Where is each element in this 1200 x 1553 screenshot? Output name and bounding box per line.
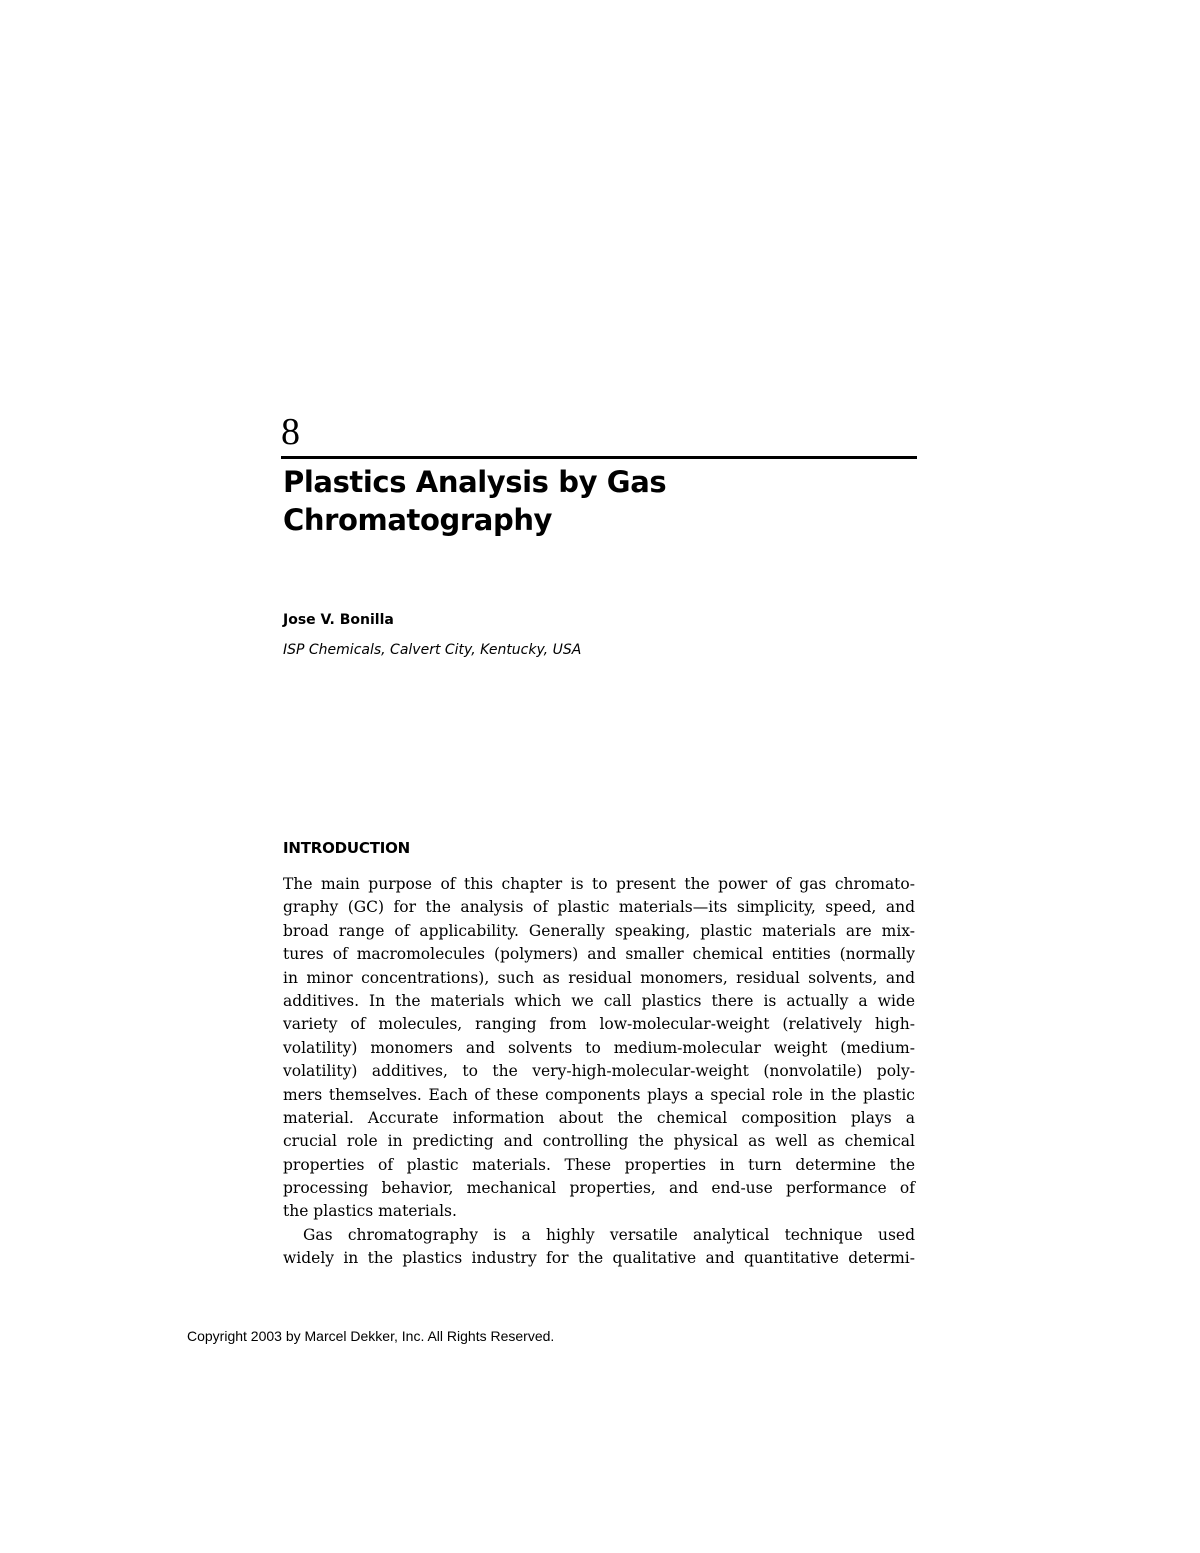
body-line: Gas chromatography is a highly versatile analytical technique used bbox=[303, 1225, 915, 1244]
body-line: in minor concentrations), such as residual monomers, residual solvents, and bbox=[283, 968, 915, 987]
body-line: mers themselves. Each of these components plays a special role in the plastic bbox=[283, 1085, 915, 1104]
body-line: broad range of applicability. Generally speaking, plastic materials are mix- bbox=[283, 921, 915, 940]
body-line: tures of macromolecules (polymers) and smaller chemical entities (normally bbox=[283, 945, 915, 964]
introduction-body bbox=[283, 873, 915, 1271]
body-line: material. Accurate information about the chemical composition plays a bbox=[283, 1108, 915, 1127]
author-name: Jose V. Bonilla bbox=[283, 612, 394, 628]
body-line: crucial role in predicting and controlling the physical as well as chemical bbox=[283, 1132, 915, 1151]
chapter-title-line: Chromatography bbox=[283, 503, 553, 537]
author-affiliation: ISP Chemicals, Calvert City, Kentucky, USA bbox=[283, 642, 582, 658]
copyright-footer: Copyright 2003 by Marcel Dekker, Inc. All Rights Reserved. bbox=[187, 1328, 555, 1344]
body-line: The main purpose of this chapter is to present the power of gas chromato- bbox=[283, 875, 915, 893]
body-line: the plastics materials. bbox=[283, 1202, 457, 1221]
body-line: variety of molecules, ranging from low-molecular-weight (relatively high- bbox=[283, 1015, 915, 1034]
chapter-title bbox=[283, 463, 923, 539]
body-line: additives. In the materials which we call plastics there is actually a wide bbox=[283, 991, 915, 1010]
body-line: volatility) additives, to the very-high-molecular-weight (nonvolatile) poly- bbox=[283, 1062, 915, 1081]
body-line: processing behavior, mechanical properties, and end-use performance of bbox=[283, 1179, 915, 1198]
section-heading: INTRODUCTION bbox=[283, 839, 411, 857]
body-line: volatility) monomers and solvents to medium-molecular weight (medium- bbox=[283, 1038, 915, 1057]
body-line: widely in the plastics industry for the qualitative and quantitative determi- bbox=[283, 1249, 915, 1268]
chapter-rule bbox=[281, 456, 917, 459]
chapter-number: 8 bbox=[281, 411, 300, 453]
body-line: graphy (GC) for the analysis of plastic materials—its simplicity, speed, and bbox=[283, 898, 915, 917]
chapter-title-line: Plastics Analysis by Gas bbox=[283, 465, 667, 499]
body-line: properties of plastic materials. These properties in turn determine the bbox=[283, 1155, 915, 1174]
